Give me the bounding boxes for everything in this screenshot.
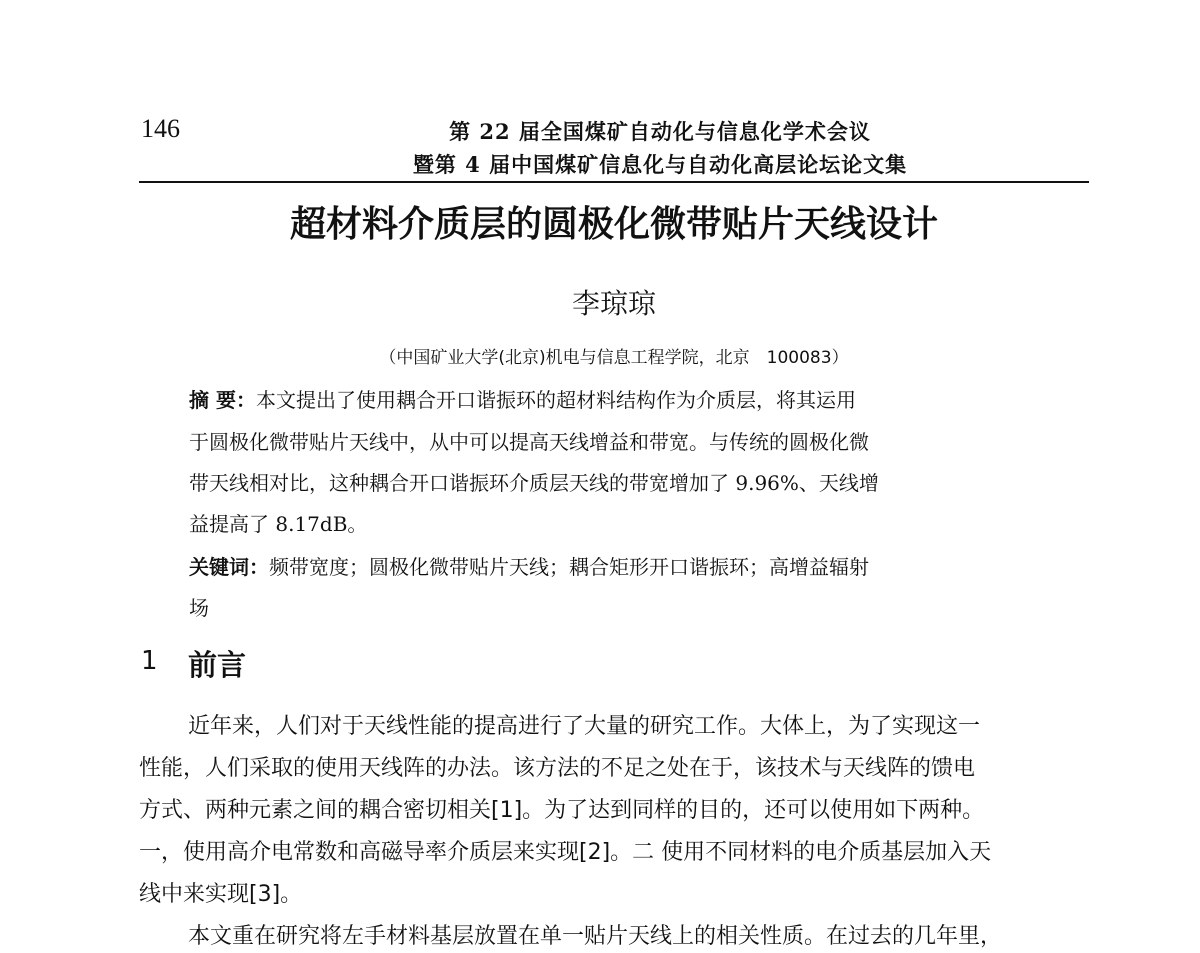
paper-title: 超材料介质层的圆极化微带贴片天线设计 [289,204,938,245]
abstract-line: 益提高了 8.17dB。 [189,512,368,536]
page-number: 146 [141,114,180,143]
abstract-line: 于圆极化微带贴片天线中，从中可以提高天线增益和带宽。与传统的圆极化微 [189,430,869,454]
running-header-line-2: 暨第 4 届中国煤矿信息化与自动化高层论坛论文集 [412,152,908,177]
section-number: 1 [141,646,158,676]
keywords-line: 场 [189,596,209,620]
header-rule [139,181,1089,183]
abstract-text: 本文提出了使用耦合开口谐振环的超材料结构作为介质层，将其运用 [255,388,856,412]
body-line: 近年来，人们对于天线性能的提高进行了大量的研究工作。大体上，为了实现这一 [188,714,981,739]
keywords-label: 关键词： [189,555,269,579]
keywords-line [189,551,869,580]
body-line: 线中来实现[3]。 [139,882,303,907]
abstract-line [189,384,856,413]
abstract-line: 带天线相对比，这种耦合开口谐振环介质层天线的带宽增加了 9.96%、天线增 [189,471,879,495]
body-line: 一，使用高介电常数和高磁导率介质层来实现[2]。二 使用不同材料的电介质基层加入天 [139,840,992,865]
author-affiliation: （中国矿业大学(北京)机电与信息工程学院，北京 100083） [379,348,849,368]
body-line: 性能，人们采取的使用天线阵的办法。该方法的不足之处在于，该技术与天线阵的馈电 [139,756,976,781]
running-header-line-1: 第 22 届全国煤矿自动化与信息化学术会议 [449,119,871,144]
body-line: 方式、两种元素之间的耦合密切相关[1]。为了达到同样的目的，还可以使用如下两种。 [139,798,985,823]
abstract-label: 摘 要： [189,388,256,412]
author-name: 李琼琼 [571,287,656,320]
section-title: 前言 [188,648,247,682]
body-line: 本文重在研究将左手材料基层放置在单一贴片天线上的相关性质。在过去的几年里， [188,924,1003,949]
keywords-text: 频带宽度；圆极化微带贴片天线；耦合矩形开口谐振环；高增益辐射 [269,555,869,579]
